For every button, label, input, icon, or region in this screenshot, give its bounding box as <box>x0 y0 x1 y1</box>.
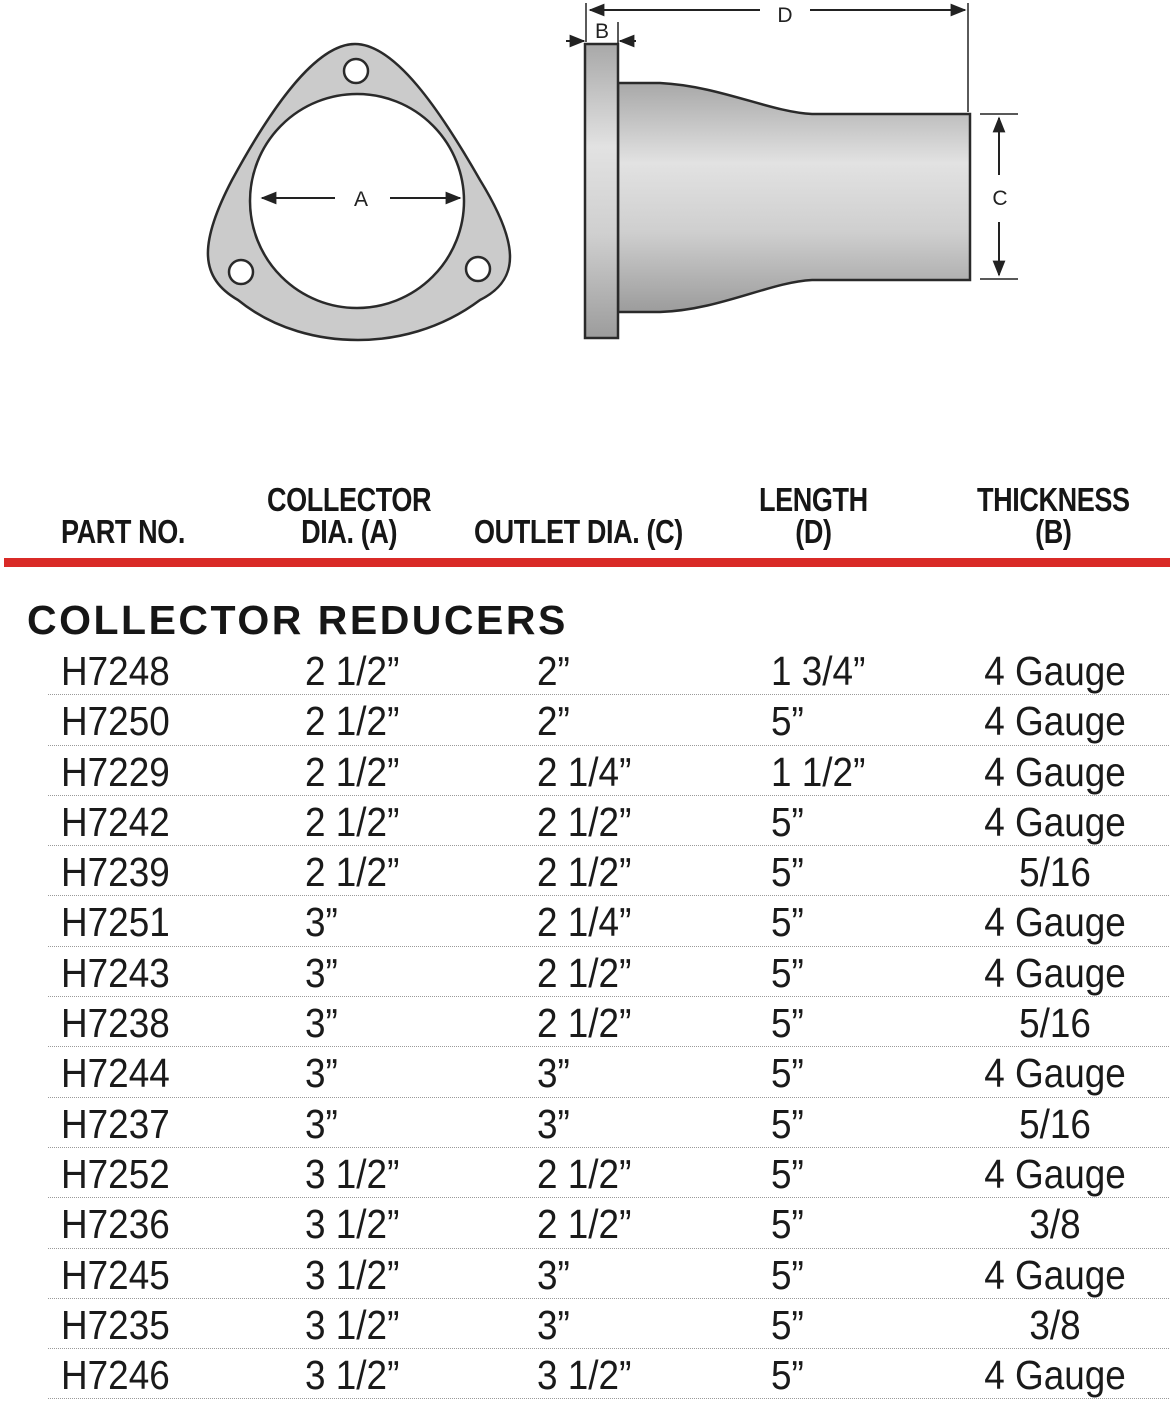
part-number: H7235 <box>61 1301 170 1348</box>
parts-table <box>0 645 1173 1399</box>
outlet-dia: 3 1/2” <box>537 1352 632 1399</box>
part-number: H7245 <box>61 1251 170 1298</box>
reducer-body <box>618 83 970 312</box>
part-number: H7244 <box>61 1050 170 1097</box>
thickness: 5/16 <box>1019 849 1091 896</box>
dimension-c-label: C <box>992 187 1008 210</box>
table-row <box>0 896 1173 946</box>
header-length-line-2: (D) <box>795 513 832 550</box>
collector-dia: 3” <box>305 949 338 996</box>
table-row <box>0 645 1173 695</box>
outlet-dia: 2 1/4” <box>537 748 632 795</box>
outlet-dia: 3” <box>537 1251 570 1298</box>
table-row <box>0 1148 1173 1198</box>
part-number: H7251 <box>61 899 170 946</box>
header-collector-dia <box>267 481 432 550</box>
table-row <box>0 1098 1173 1148</box>
header-outlet-dia <box>474 513 683 550</box>
section-title: COLLECTOR REDUCERS <box>27 597 568 643</box>
length: 5” <box>771 798 804 845</box>
thickness: 3/8 <box>1029 1301 1081 1348</box>
part-number: H7239 <box>61 849 170 896</box>
length: 5” <box>771 1201 804 1248</box>
collector-dia: 2 1/2” <box>305 648 400 694</box>
header-part-no-line: PART NO. <box>61 513 186 550</box>
part-number: H7248 <box>61 648 170 694</box>
length: 5” <box>771 899 804 946</box>
collector-dia: 3” <box>305 1050 338 1097</box>
header-thickness <box>977 481 1130 550</box>
collector-dia: 2 1/2” <box>305 698 400 745</box>
collector-dia: 2 1/2” <box>305 849 400 896</box>
outlet-dia: 2 1/2” <box>537 949 632 996</box>
dimension-d-label: D <box>777 4 793 27</box>
header-collector-line-2: DIA. (A) <box>301 513 398 550</box>
table-row <box>0 1047 1173 1097</box>
outlet-dia: 3” <box>537 1050 570 1097</box>
thickness: 4 Gauge <box>984 1352 1126 1399</box>
part-number: H7237 <box>61 1100 170 1147</box>
length: 5” <box>771 949 804 996</box>
thickness: 4 Gauge <box>984 1150 1126 1197</box>
dimension-a-label: A <box>353 188 369 211</box>
table-row <box>0 846 1173 896</box>
part-number: H7242 <box>61 798 170 845</box>
thickness: 4 Gauge <box>984 748 1126 795</box>
length: 1 1/2” <box>771 748 866 795</box>
collector-dia: 3 1/2” <box>305 1201 400 1248</box>
collector-dia: 2 1/2” <box>305 748 400 795</box>
length: 5” <box>771 1150 804 1197</box>
outlet-dia: 2 1/4” <box>537 899 632 946</box>
length: 5” <box>771 1251 804 1298</box>
outlet-dia: 2 1/2” <box>537 849 632 896</box>
part-number: H7252 <box>61 1150 170 1197</box>
length: 1 3/4” <box>771 648 866 694</box>
collector-dia: 3 1/2” <box>305 1150 400 1197</box>
part-number: H7236 <box>61 1201 170 1248</box>
outlet-dia: 3” <box>537 1100 570 1147</box>
length: 5” <box>771 1352 804 1399</box>
thickness: 5/16 <box>1019 1100 1091 1147</box>
collector-dia: 3” <box>305 1000 338 1047</box>
part-number: H7246 <box>61 1352 170 1399</box>
collector-dia: 2 1/2” <box>305 798 400 845</box>
reducer-side-view <box>566 3 1018 338</box>
thickness: 3/8 <box>1029 1201 1081 1248</box>
header-thickness-line-1: THICKNESS <box>977 481 1130 518</box>
header-part-no <box>61 513 186 550</box>
outlet-dia: 2” <box>537 648 570 694</box>
table-row <box>0 1198 1173 1248</box>
thickness: 4 Gauge <box>984 798 1126 845</box>
dimension-b-label: B <box>594 20 610 43</box>
header-collector-line-1: COLLECTOR <box>267 481 432 518</box>
header-divider <box>4 558 1170 567</box>
bolt-hole-right <box>466 257 490 281</box>
flange-front-view <box>208 44 510 340</box>
collector-dia: 3 1/2” <box>305 1301 400 1348</box>
length: 5” <box>771 1100 804 1147</box>
thickness: 4 Gauge <box>984 1251 1126 1298</box>
header-length-line-1: LENGTH <box>759 481 868 518</box>
length: 5” <box>771 1050 804 1097</box>
part-number: H7238 <box>61 1000 170 1047</box>
table-row <box>0 1249 1173 1299</box>
length: 5” <box>771 1301 804 1348</box>
table-row <box>0 997 1173 1047</box>
thickness: 4 Gauge <box>984 698 1126 745</box>
collector-dia: 3 1/2” <box>305 1352 400 1399</box>
bolt-hole-left <box>229 260 253 284</box>
collector-dia: 3” <box>305 1100 338 1147</box>
thickness: 5/16 <box>1019 1000 1091 1047</box>
header-length <box>759 481 868 550</box>
length: 5” <box>771 849 804 896</box>
length: 5” <box>771 1000 804 1047</box>
table-row <box>0 1299 1173 1349</box>
outlet-dia: 2 1/2” <box>537 1150 632 1197</box>
thickness: 4 Gauge <box>984 949 1126 996</box>
outlet-dia: 2 1/2” <box>537 798 632 845</box>
thickness: 4 Gauge <box>984 899 1126 946</box>
reducer-diagram <box>0 0 1173 360</box>
table-row <box>0 796 1173 846</box>
outlet-dia: 2 1/2” <box>537 1201 632 1248</box>
table-row <box>0 947 1173 997</box>
header-thickness-line-2: (B) <box>1035 513 1072 550</box>
collector-dia: 3 1/2” <box>305 1251 400 1298</box>
thickness: 4 Gauge <box>984 1050 1126 1097</box>
collector-dia: 3” <box>305 899 338 946</box>
bolt-hole-top <box>344 59 368 83</box>
table-row <box>0 1349 1173 1399</box>
part-number: H7243 <box>61 949 170 996</box>
flange-side <box>585 44 618 338</box>
part-number: H7250 <box>61 698 170 745</box>
table-row <box>0 695 1173 745</box>
outlet-dia: 3” <box>537 1301 570 1348</box>
length: 5” <box>771 698 804 745</box>
thickness: 4 Gauge <box>984 648 1126 694</box>
outlet-dia: 2 1/2” <box>537 1000 632 1047</box>
outlet-dia: 2” <box>537 698 570 745</box>
header-outlet-line: OUTLET DIA. (C) <box>474 513 683 550</box>
part-number: H7229 <box>61 748 170 795</box>
table-row <box>0 746 1173 796</box>
